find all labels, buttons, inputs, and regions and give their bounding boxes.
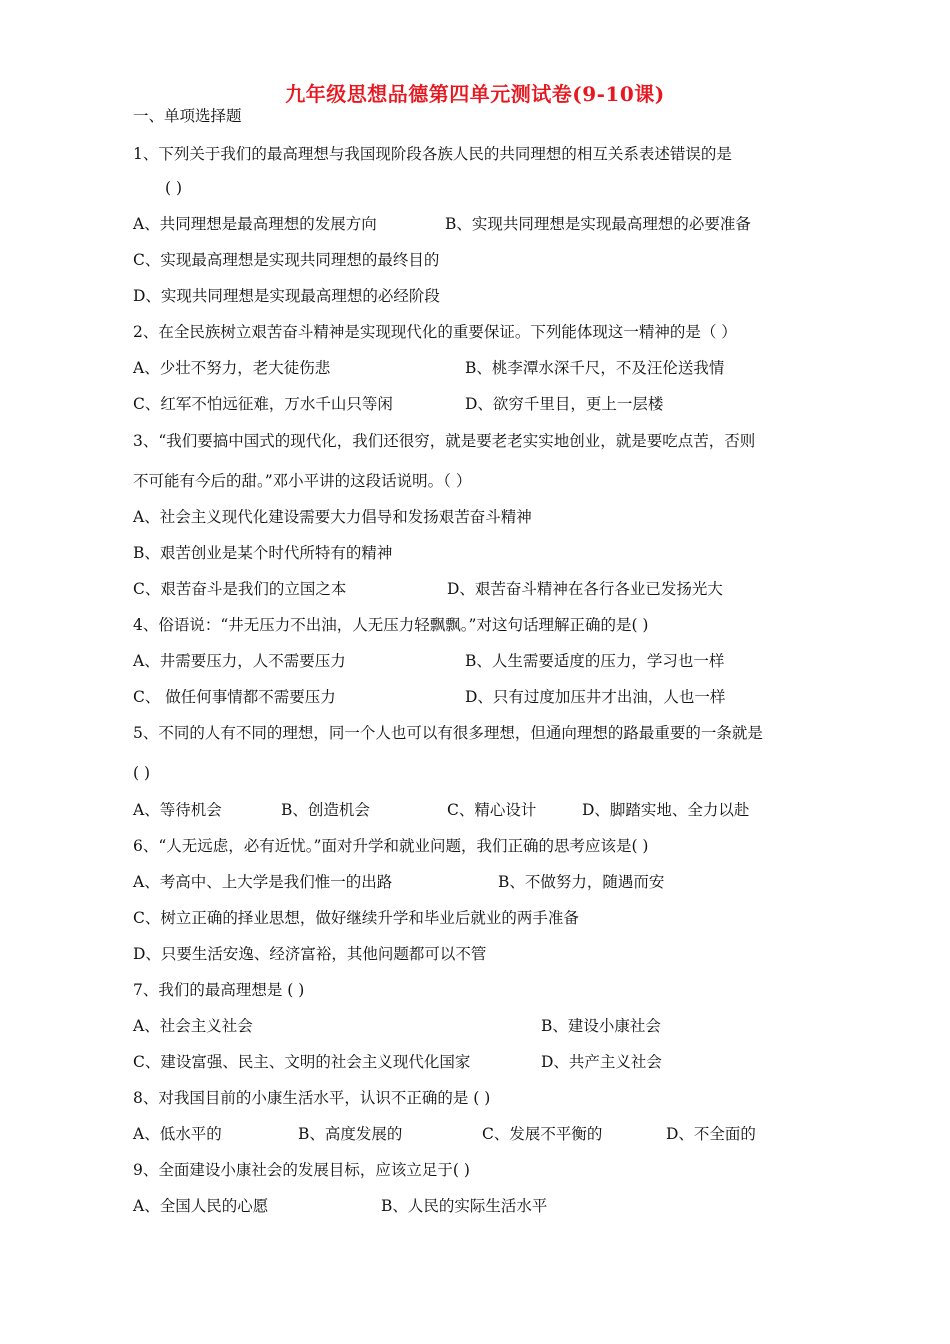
question-9-stem: 9、全面建设小康社会的发展目标，应该立足于( ) — [133, 1161, 470, 1179]
question-3-option-b: B、艰苦创业是某个时代所特有的精神 — [133, 544, 393, 562]
question-7-option-b: B、建设小康社会 — [541, 1017, 661, 1035]
question-7-option-c: C、建设富强、民主、文明的社会主义现代化国家 — [133, 1053, 471, 1071]
question-5-stem-line-2: ( ) — [133, 764, 151, 782]
question-5-stem-line-1: 5、不同的人有不同的理想，同一个人也可以有很多理想，但通向理想的路最重要的一条就是 — [133, 724, 763, 742]
question-1-option-c: C、实现最高理想是实现共同理想的最终目的 — [133, 251, 440, 269]
question-3-stem-line-2: 不可能有今后的甜。”邓小平讲的这段话说明。（ ） — [133, 472, 472, 490]
question-4-stem: 4、俗语说：“井无压力不出油，人无压力轻飘飘。”对这句话理解正确的是( ) — [133, 616, 649, 634]
question-8-option-d: D、不全面的 — [666, 1125, 756, 1143]
question-3-option-d: D、艰苦奋斗精神在各行各业已发扬光大 — [447, 580, 723, 598]
question-5-option-c: C、精心设计 — [447, 801, 537, 819]
question-3-option-c: C、艰苦奋斗是我们的立国之本 — [133, 580, 347, 598]
question-8-stem: 8、对我国目前的小康生活水平，认识不正确的是 ( ) — [133, 1089, 491, 1107]
question-2-option-b: B、桃李潭水深千尺，不及汪伦送我情 — [465, 359, 725, 377]
question-4-option-d: D、只有过度加压井才出油，人也一样 — [465, 688, 726, 706]
question-5-option-d: D、脚踏实地、全力以赴 — [582, 801, 750, 819]
question-3-stem-line-1: 3、“我们要搞中国式的现代化，我们还很穷，就是要老老实实地创业，就是要吃点苦，否则 — [133, 432, 756, 450]
question-1-option-a: A、共同理想是最高理想的发展方向 — [133, 215, 377, 233]
question-6-option-d: D、只要生活安逸、经济富裕，其他问题都可以不管 — [133, 945, 487, 963]
question-1-option-d: D、实现共同理想是实现最高理想的必经阶段 — [133, 287, 440, 305]
question-4-option-c: C、 做任何事情都不需要压力 — [133, 688, 336, 706]
question-9-option-a: A、全国人民的心愿 — [133, 1197, 269, 1215]
question-7-option-d: D、共产主义社会 — [541, 1053, 662, 1071]
question-2-stem: 2、在全民族树立艰苦奋斗精神是实现现代化的重要保证。下列能体现这一精神的是（ ） — [133, 323, 737, 341]
question-8-option-b: B、高度发展的 — [298, 1125, 403, 1143]
question-9-option-b: B、人民的实际生活水平 — [381, 1197, 548, 1215]
page-title: 九年级思想品德第四单元测试卷(9-10课) — [285, 82, 665, 106]
question-6-stem: 6、“人无远虑，必有近忧。”面对升学和就业问题，我们正确的思考应该是( ) — [133, 837, 649, 855]
question-1-option-b: B、实现共同理想是实现最高理想的必要准备 — [445, 215, 751, 233]
question-4-option-a: A、井需要压力，人不需要压力 — [133, 652, 346, 670]
question-8-option-c: C、发展不平衡的 — [482, 1125, 603, 1143]
question-6-option-c: C、树立正确的择业思想，做好继续升学和毕业后就业的两手准备 — [133, 909, 579, 927]
question-6-option-a: A、考高中、上大学是我们惟一的出路 — [133, 873, 393, 891]
question-8-option-a: A、低水平的 — [133, 1125, 222, 1143]
question-2-option-d: D、欲穷千里目，更上一层楼 — [465, 395, 664, 413]
question-5-option-a: A、等待机会 — [133, 801, 222, 819]
question-7-stem: 7、我们的最高理想是 ( ) — [133, 981, 305, 999]
question-1-stem: 1、下列关于我们的最高理想与我国现阶段各族人民的共同理想的相互关系表述错误的是 — [133, 145, 732, 163]
question-2-option-c: C、红军不怕远征难，万水千山只等闲 — [133, 395, 393, 413]
section-heading: 一、单项选择题 — [133, 107, 242, 125]
question-1-answer-blank: ( ) — [165, 179, 183, 197]
question-7-option-a: A、社会主义社会 — [133, 1017, 253, 1035]
question-4-option-b: B、人生需要适度的压力，学习也一样 — [465, 652, 725, 670]
question-6-option-b: B、不做努力，随遇而安 — [498, 873, 665, 891]
question-5-option-b: B、创造机会 — [281, 801, 370, 819]
question-3-option-a: A、社会主义现代化建设需要大力倡导和发扬艰苦奋斗精神 — [133, 508, 532, 526]
question-2-option-a: A、少壮不努力，老大徒伤悲 — [133, 359, 331, 377]
